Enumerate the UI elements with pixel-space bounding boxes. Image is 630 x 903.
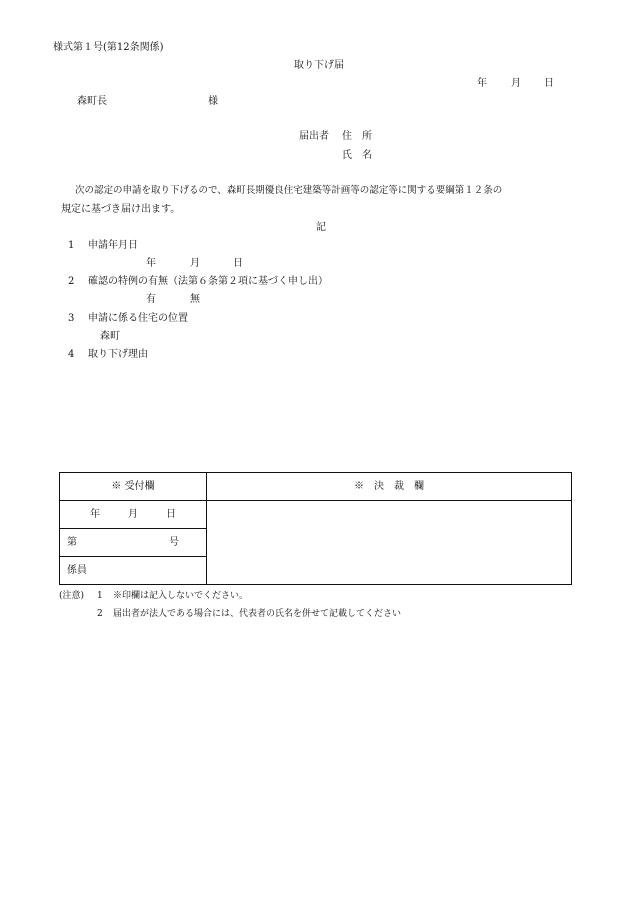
- form-number: 様式第１号(第12条関係): [53, 42, 164, 53]
- table-row: [60, 501, 572, 529]
- reception-staff-cell[interactable]: [60, 557, 207, 585]
- reception-header: ※ 受付欄: [60, 473, 207, 501]
- item-label: 確認の特例の有無（法第６条第２項に基づく申し出）: [88, 276, 328, 287]
- item-number: 2: [68, 276, 75, 287]
- item-sub-no: 無: [190, 294, 200, 305]
- reception-date-cell[interactable]: [60, 501, 207, 529]
- applicant-label: 届出者: [299, 131, 329, 142]
- reception-table: [59, 472, 572, 585]
- reception-number-prefix: 第: [67, 536, 77, 548]
- note-text: ※印欄は記入しないでください。: [113, 591, 249, 601]
- date-day-label: 日: [544, 78, 554, 89]
- item-label: 申請に係る住宅の位置: [88, 313, 188, 324]
- note-number: 2: [97, 609, 103, 619]
- addressee-name: 森町長: [77, 96, 107, 107]
- note-text: 届出者が法人である場合には、代表者の氏名を併せて記載してください: [113, 609, 402, 619]
- ki-heading: 記: [316, 222, 326, 233]
- reception-date-month: 月: [128, 508, 138, 520]
- note-number: 1: [97, 591, 103, 601]
- body-text-line2: 規定に基づき届け出ます。: [61, 204, 181, 215]
- item-sub-place: 森町: [100, 331, 120, 342]
- item-sub-month: 月: [190, 258, 200, 269]
- body-text-line1: 次の認定の申請を取り下げるので、森町長期優良住宅建築等計画等の認定等に関する要綱第１２条の: [75, 185, 503, 196]
- item-sub-year: 年: [146, 258, 156, 269]
- reception-staff-label: 係員: [67, 564, 87, 576]
- date-year-label: 年: [477, 78, 487, 89]
- reception-date-year: 年: [90, 508, 100, 520]
- reception-number-suffix: 号: [169, 536, 179, 548]
- item-number: 4: [68, 349, 75, 360]
- reception-number-cell[interactable]: [60, 529, 207, 557]
- table-header-row: [60, 473, 572, 501]
- decision-cell[interactable]: [207, 501, 572, 585]
- applicant-address-label: 住 所: [342, 131, 372, 142]
- addressee-honorific: 様: [208, 96, 218, 107]
- reception-date-day: 日: [166, 508, 176, 520]
- date-month-label: 月: [511, 78, 521, 89]
- notes-label: (注意): [59, 591, 85, 601]
- page-title: 取り下げ届: [294, 60, 344, 71]
- item-label: 取り下げ理由: [88, 349, 148, 360]
- item-sub-day: 日: [233, 258, 243, 269]
- applicant-name-label: 氏 名: [342, 150, 372, 161]
- decision-header: ※ 決 裁 欄: [207, 473, 572, 501]
- item-label: 申請年月日: [88, 240, 138, 251]
- item-number: 3: [68, 313, 75, 324]
- item-sub-yes: 有: [146, 294, 156, 305]
- item-number: 1: [68, 240, 75, 251]
